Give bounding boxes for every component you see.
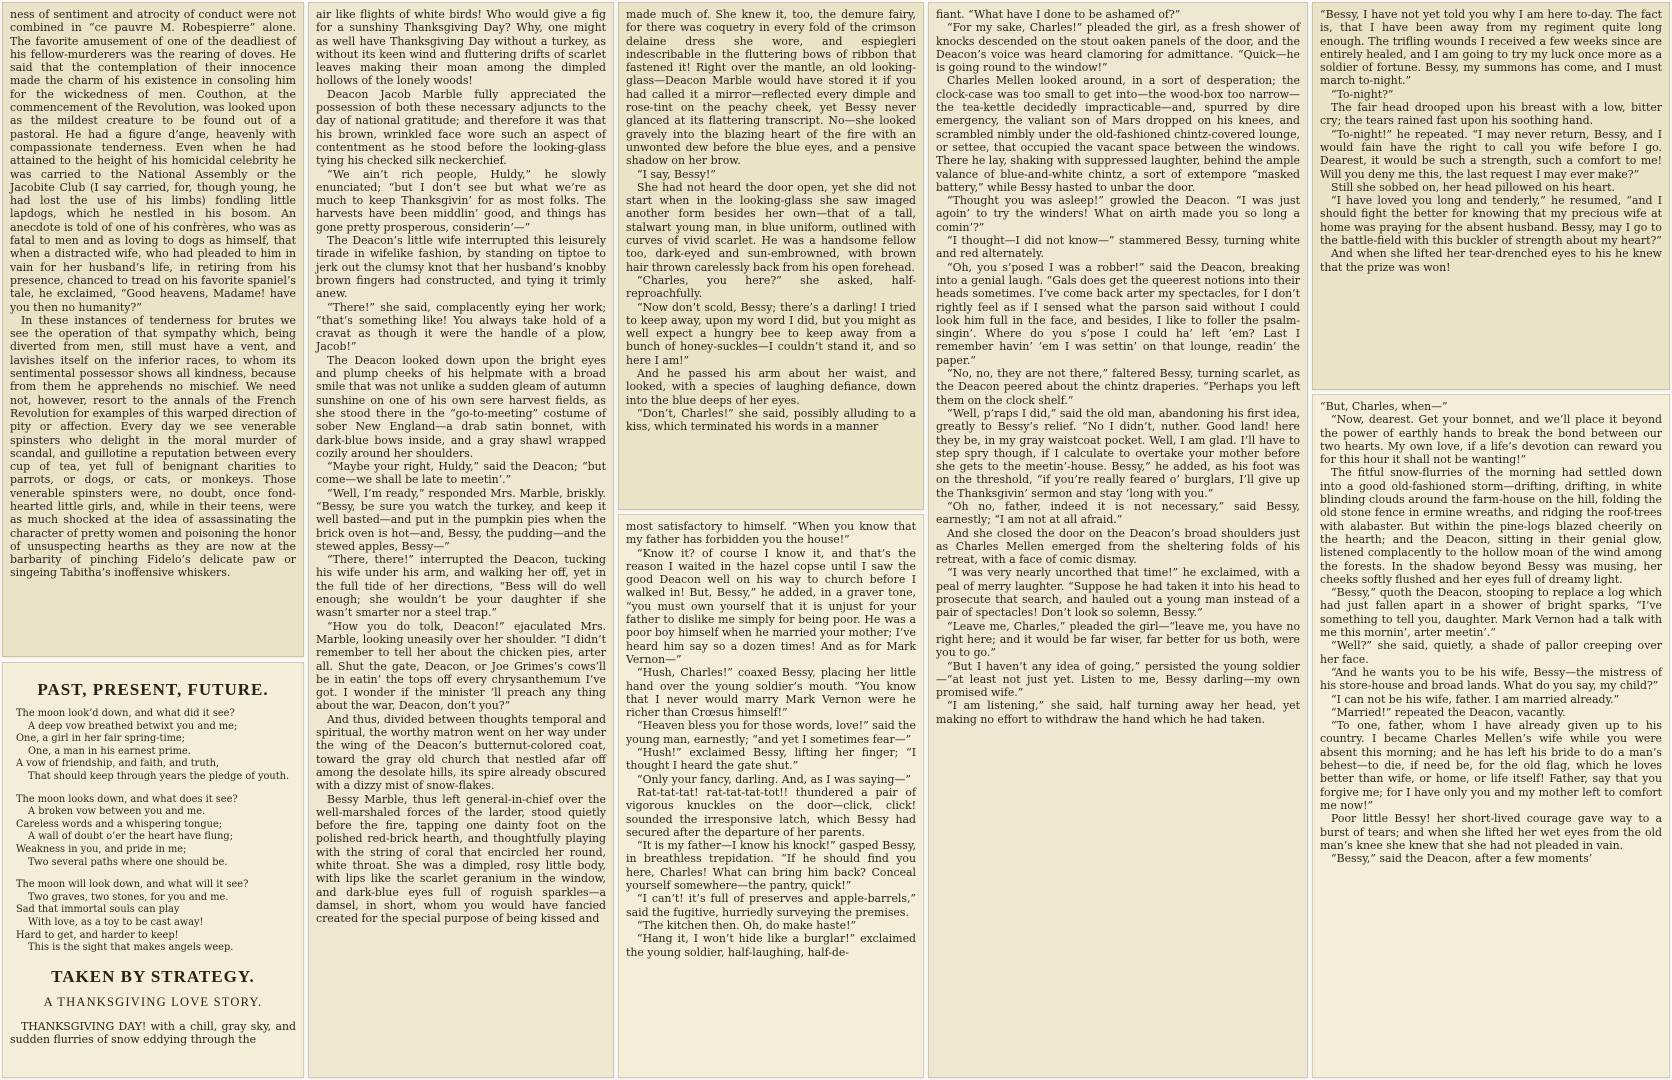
paragraph: “I say, Bessy!” <box>637 167 716 181</box>
clipping-essay-tenderness <box>2 2 304 657</box>
paragraph: “Now don’t scold, Bessy; there’s a darling! I tried to keep away, upon my word I did, but you might as well expect a hungry bee to keep away from a bunch of honey-suckles—I couldn’t stand it, and so here I am!” <box>626 300 916 367</box>
paragraph: Deacon Jacob Marble fully appreciated the possession of both these necessary adjuncts to the day of national gratitude; and therefore it was that his brown, wrinkled face wore such an aspect of contentment as he stood before the looking-glass tying his checked silk neckerchief. <box>316 87 606 168</box>
paragraph: “Maybe your right, Huldy,” said the Deacon; “but come—we shall be late to meetin’.” <box>316 460 606 487</box>
paragraph: “Charles, you here?” she asked, half-reproachfully. <box>626 273 916 301</box>
clipping-story-column-2 <box>308 2 614 1078</box>
poem-stanza-3 <box>16 879 296 955</box>
paragraph: Poor little Bessy! her short-lived courage gave way to a burst of tears; and when she lifted her wet eyes from the old man’s knee she knew that she had not pleaded in vain. <box>1320 812 1662 852</box>
paragraph: “Bessy, I have not yet told you why I am here to-day. The fact is, that I have been away from my regiment quite long enough. The trifling wounds I received a few weeks since are entirely healed, and I am going to try my luck once more as a soldier of fortune. Bessy, my summons has come, and I must march to-night.” <box>1320 8 1662 88</box>
paragraph: “I thought—I did not know—” stammered Bessy, turning white and red alternately. <box>936 234 1300 261</box>
paragraph: And she closed the door on the Deacon’s broad shoulders just as Charles Mellen emerged from the sheltering folds of his retreat, with a face of comic dismay. <box>936 526 1300 567</box>
poem-stanza-2 <box>16 794 296 870</box>
paragraph: made much of. She knew it, too, the demure fairy, for there was coquetry in every fold of the crimson delaine dress she wore, and espiegleri indescribable in the fluttering bows of ribbon that fastened it! Right over the mantle, an old looking-glass—Deacon Marble would have stored it if you had called it a mirror—reflected every dimple and rose-tint on the peachy cheek, yet Bessy never glanced at its flattering transcript. No—she looked gravely into the blazing heart of the fire with an unwonted dew before the blue eyes, and a pensive shadow on her brow. <box>626 8 916 168</box>
verse-line: Two several paths where one should be. <box>28 856 228 868</box>
paragraph: She had not heard the door open, yet she did not start when in the looking-glass she saw imaged another form besides her own—that of a tall, stalwart young man, in blue uniform, outlined with curves of vivid scarlet. He was a handsome fellow too, dark-eyed and sun-embrowned, with brown hair thrown carelessly back from his open forehead. <box>626 180 916 274</box>
paragraph: “Married!” repeated the Deacon, vacantly. <box>1331 705 1566 719</box>
paragraph: “I can not be his wife, father. I am married already.” <box>1331 692 1620 706</box>
paragraph: “Thought you was asleep!” growled the Deacon. “I was just agoin’ to try the winders! What on airth made you so long a comin’?” <box>936 194 1300 234</box>
verse-line: With love, as a toy to be cast away! <box>28 916 204 928</box>
verse-line: A deep vow breathed betwixt you and me; <box>28 720 238 732</box>
paragraph: “And he wants you to be his wife, Bessy—the mistress of his store-house and broad lands. What do you say, my child?” <box>1320 665 1662 693</box>
paragraph: “Well, p’raps I did,” said the old man, abandoning his first idea, greatly to Bessy’s relief. “No I didn’t, nuther. Good land! here they be, in my gray waistcoat pocket. Well, I am glad. I’ll have to step spry though, if I calculate to overtake your mother before she gets to the meetin’-house. Bessy,” he added, as his foot was on the threshold, “if you’re really feared o’ burglars, I’ll give up the Thanksgivin’ sermon and stay ’long with you.” <box>936 406 1300 500</box>
paragraph: Bessy Marble, thus left general-in-chief over the well-marshaled forces of the larder, stood quietly before the fire, tapping one dainty foot on the polished red-brick hearth, and thoughtfully playing with the string of coral that encircled her round, white throat. She was a dimpled, rosy little body, with lips like the scarlet geranium in the window, and dark-blue eyes full of roguish sparkles—a damsel, in short, whom you would have fancied created for the special purpose of being kissed and <box>316 792 606 926</box>
verse-line: Careless words and a whispering tongue; <box>16 818 223 830</box>
paragraph: “The kitchen then. Oh, do make haste!” <box>637 918 857 932</box>
paragraph: “It is my father—I know his knock!” gasped Bessy, in breathless trepidation. “If he should find you here, Charles! What can bring him back? Conceal yourself somewhere—the pantry, quick!” <box>626 839 916 893</box>
paragraph: “But, Charles, when—” <box>1320 400 1448 413</box>
paragraph: “To one, father, whom I have already given up to his country. I became Charles Mellen’s wife while you were absent this morning; and he has left his bride to do a man’s behest—to die, if need be, for the old flag, which he loves better than wife, or home, or life itself! Father, say that you forgive me; for I have only you and my mother left to comfort me now!” <box>1320 719 1662 812</box>
paragraph: Still she sobbed on, her head pillowed on his heart. <box>1331 180 1615 194</box>
paragraph: Rat-tat-tat! rat-tat-tat-tot!! thundered a pair of vigorous knuckles on the door—click, click! sounded the irresponsive latch, which Bessy had secured after the departure of her parents. <box>626 785 916 839</box>
paragraph: “But I haven’t any idea of going,” persisted the young soldier—“at least not just yet. Listen to me, Bessy darling—my own promised wife.” <box>936 659 1300 700</box>
story-title: TAKEN BY STRATEGY. <box>51 966 255 986</box>
clipping-story-column-5-bottom <box>1312 394 1670 1078</box>
paragraph: And thus, divided between thoughts temporal and spiritual, the worthy matron went on her way under the wing of the Deacon’s butternut-colored coat, toward the gray old church that nestled afar off among the desolate hills, its spire already obscured with a dizzy mist of snow-flakes. <box>316 712 606 793</box>
verse-line: That should keep through years the pledge of youth. <box>28 770 290 782</box>
verse-line: A broken vow between you and me. <box>28 806 206 818</box>
paragraph: “Now, dearest. Get your bonnet, and we’ll place it beyond the power of earthly hands to break the bond between our two hearts. My own love, if a life’s devotion can reward you for this hour it shall not be wanting!” <box>1320 413 1662 467</box>
paragraph: The Deacon looked down upon the bright eyes and plump cheeks of his helpmate with a broad smile that was not unlike a sudden gleam of autumn sunshine on one of his own sere harvest fields, as she stood there in the “go-to-meeting” costume of sober New England—a drab satin bonnet, with dark-blue bows inside, and a gray shawl wrapped cozily around her shoulders. <box>316 353 606 460</box>
paragraph: And when she lifted her tear-drenched eyes to his he knew that the prize was won! <box>1320 247 1662 274</box>
clipping-story-column-3-top <box>618 2 924 510</box>
paragraph: THANKSGIVING DAY! with a chill, gray sky, and sudden flurries of snow eddying through the <box>10 1019 296 1046</box>
paragraph: And he passed his arm about her waist, and looked, with a species of laughing defiance, down into the blue deeps of her eyes. <box>626 367 916 407</box>
paragraph: “I was very nearly uncorthed that time!” he exclaimed, with a peal of merry laughter. “Suppose he had taken it into his head to prosecute that search, and hauled out a young man instead of a pair of spectacles! Don’t look so solemn, Bessy.” <box>936 566 1300 620</box>
paragraph: “Bessy,” said the Deacon, after a few moments’ <box>1331 852 1593 866</box>
paragraph: The fitful snow-flurries of the morning had settled down into a good old-fashioned storm—drifting, drifting, in white blinding clouds around the farm-house on the hill, folding the old stone fence in ermine wreaths, and ridging the roof-trees with alabaster. But within the pine-logs blazed cheerily on the hearth; and the Deacon, sitting in their genial glow, listened complacently to the hollow moan of the wind among the forests. In the shadow beyond Bessy was musing, her cheeks softly flushed and her eyes full of dreamy light. <box>1320 466 1662 586</box>
clipping-poem-and-story-title <box>2 662 304 1078</box>
paragraph: “There!” she said, complacently eying her work; “that’s something like! You always take hold of a cravat as though it were the handle of a plow, Jacob!” <box>316 300 606 354</box>
paragraph: Charles Mellen looked around, in a sort of desperation; the clock-case was too small to get into—the wood-box too narrow—the tea-kettle decidedly impracticable—and, spurred by dire emergency, the valiant son of Mars dropped on his knees, and scrambled nimbly under the old-fashioned chintz-covered lounge, or settee, that occupied the vacant space between the windows. There he lay, shaking with suppressed laughter, behind the ample valance of blue-and-white chintz, a sort of extempore “masked battery,” while Bessy hasted to unbar the door. <box>936 74 1301 194</box>
paragraph: The fair head drooped upon his breast with a low, bitter cry; the tears rained fast upon his soothing hand. <box>1320 101 1662 128</box>
paragraph: most satisfactory to himself. “When you know that my father has forbidden you the house!” <box>626 520 916 547</box>
story-subtitle: A THANKSGIVING LOVE STORY. <box>43 994 263 1009</box>
verse-line: The moon look’d down, and what did it see? <box>16 708 235 719</box>
clipping-story-column-5-top <box>1312 2 1670 390</box>
paragraph: “No, no, they are not there,” faltered Bessy, turning scarlet, as the Deacon peered about the chintz draperies. “Perhaps you left them on the clock shelf.” <box>936 367 1300 407</box>
paragraph: “Well?” she said, quietly, a shade of pallor creeping over her face. <box>1320 639 1662 666</box>
paragraph: In these instances of tenderness for brutes we see the operation of that sympathy which, being diverted from men, still must have a vent, and lavishes itself on the inferior races, to whom its sentimental possessor shows all kindness, because from them he apprehends no mischief. We need not, however, resort to the annals of the French Revolution for examples of this warped direction of pity or affection. Every day we see venerable spinsters who delight in the moral murder of scandal, and guillotine a reputation between every cup of tea, yet full of benignant charities to parrots, or dogs, or cats, or monkeys. Those venerable spinsters were, no doubt, once fond-hearted little girls, and, while in their teens, were as much shocked at the idea of assassinating the character of pretty women and poisoning the honor of unsuspecting hearths as they are now at the barbarity of pinching Fidelo’s delicate paw or singeing Tabitha’s inoffensive whiskers. <box>10 313 296 580</box>
verse-line: A wall of doubt o’er the heart have flung; <box>28 831 234 843</box>
paragraph: “Only your fancy, darling. And, as I was saying—” <box>637 772 911 786</box>
paragraph: “Oh, you s’posed I was a robber!” said the Deacon, breaking into a genial laugh. “Gals does get the queerest notions into their heads sometimes. I’ve come back arter my spectacles, for I don’t rightly feel as if I sensed what the parson said without I could look him full in the face, and besides, I like to foller the psalm-singin’. Where do you s’pose I could ha’ left ’em? Last I remember havin’ ’em I was settin’ on that lounge, readin’ the paper.” <box>936 260 1300 367</box>
verse-line: Weakness in you, and pride in me; <box>16 843 187 855</box>
paragraph: “Hang it, I won’t hide like a burglar!” exclaimed the young soldier, half-laughing, half-de- <box>626 932 916 959</box>
verse-line: Hard to get, and harder to keep! <box>16 929 179 941</box>
paragraph: “Don’t, Charles!” she said, possibly alluding to a kiss, which terminated his words in a manner <box>626 406 916 434</box>
verse-line: This is the sight that makes angels weep. <box>28 942 234 954</box>
paragraph: ness of sentiment and atrocity of conduct were not combined in “ce pauvre M. Robespierre” alone. The favorite amusement of one of the deadliest of his fellow-murderers was the rearing of doves. He said that the contemplation of their innocence made the charm of his existence in consoling him for the wickedness of men. Couthon, at the commencement of the Revolution, was looked upon as the mildest creature to be found out of a pastoral. He had a figure d’ange, heavenly with compassionate tenderness. Even when he had attained to the height of his homicidal celebrity he was carried to the National Assembly or the Jacobite Club (I say carried, for, though young, he had lost the use of his limbs) fondling little lapdogs, which he nestled in his bosom. An anecdote is told of one of his confrères, who was as fatal to men and as loving to dogs as himself, that when a distracted wife, who had pleaded to him in vain for her husband’s life, in retiring from his presence, chanced to tread on his favorite spaniel’s tale, he exclaimed, “Good heavens, Madame! have you then no humanity?” <box>10 8 296 314</box>
paragraph: “Hush, Charles!” coaxed Bessy, placing her little hand over the young soldier’s mouth. “You know that I never would marry Mark Vernon were he richer than Crœsus himself!” <box>626 666 916 720</box>
verse-line: A vow of friendship, and faith, and truth, <box>16 758 219 770</box>
paragraph: “Heaven bless you for those words, love!” said the young man, earnestly; “and yet I sometimes fear—” <box>626 719 916 746</box>
paragraph: “Oh no, father, indeed it is not necessary,” said Bessy, earnestly; “I am not at all afraid.” <box>936 499 1300 527</box>
paragraph: “How you do tolk, Deacon!” ejaculated Mrs. Marble, looking uneasily over her shoulder. “I didn’t remember to tell her about the chicken pies, arter all. Shut the gate, Deacon, or Joe Grimes’s cows’ll be in eatin’ the tops off every chrysanthemum I’ve got. I wonder if the minister ’ll preach any thing about the war, Deacon, don’t you?” <box>316 619 606 713</box>
paragraph: “There, there!” interrupted the Deacon, tucking his wife under his arm, and walking her off, yet in the full tide of her directions, “Bess will do well enough; she wouldn’t be your daughter if she wasn’t smarter nor a steel trap.” <box>316 553 606 620</box>
paragraph: “We ain’t rich people, Huldy,” he slowly enunciated; “but I don’t see but what we’re as much to keep Thanksgivin’ for as most folks. The harvests have been middlin’ good, and things has gone pretty prosperous, considerin’—” <box>316 167 606 234</box>
paragraph: The Deacon’s little wife interrupted this leisurely tirade in wifelike fashion, by standing on tiptoe to jerk out the clumsy knot that her husband’s knobby brown fingers had constructed, and tying it trimly anew. <box>316 234 606 301</box>
paragraph: “I am listening,” she said, half turning away her head, yet making no effort to withdraw the hand which he had taken. <box>936 699 1300 726</box>
paragraph: “Well, I’m ready,” responded Mrs. Marble, briskly. “Bessy, be sure you watch the turkey, and keep it well basted—and put in the pumpkin pies when the brick oven is hot—and, Bessy, the pudding—and the stewed apples, Bessy—” <box>316 486 606 553</box>
poem-stanza-1 <box>16 708 296 784</box>
paragraph: fiant. “What have I done to be ashamed of?” <box>936 8 1181 21</box>
verse-line: The moon will look down, and what will it see? <box>16 879 249 891</box>
paragraph: “Know it? of course I know it, and that’s the reason I waited in the hazel copse until I saw the good Deacon well on his way to church before I walked in! But, Bessy,” he added, in a graver tone, “you must own yourself that it is unjust for your father to dislike me simply for being poor. He was a poor boy himself when he married your mother; I’ve heard him say so a dozen times! And as for Mark Vernon—” <box>626 546 916 666</box>
poem-title: PAST, PRESENT, FUTURE. <box>37 680 269 699</box>
verse-line: Two graves, two stones, for you and me. <box>28 891 229 903</box>
paragraph: “Leave me, Charles,” pleaded the girl—“leave me, you have no right here; and it would be far wiser, far better for us both, were you to go.” <box>936 619 1300 660</box>
paragraph: “Bessy,” quoth the Deacon, stooping to replace a log which had just fallen apart in a shower of bright sparks, “I’ve something to tell you, daughter. Mark Vernon had a talk with me this mornin’, arter meetin’.” <box>1320 586 1662 640</box>
paragraph: “To-night!” he repeated. “I may never return, Bessy, and I would fain have the right to call you wife before I go. Dearest, it would be such a strength, such a comfort to me! Will you deny me this, the last request I may ever make?” <box>1320 127 1662 181</box>
paragraph: “I have loved you long and tenderly,” he resumed, “and I should fight the better for knowing that my precious wife at home was praying for the absent husband. Bessy, may I go to the battle-field with this buckler of strength about my heart?” <box>1320 194 1662 248</box>
verse-line: One, a man in his earnest prime. <box>28 745 191 757</box>
paragraph: “Hush!” exclaimed Bessy, lifting her finger; “I thought I heard the gate shut.” <box>626 746 916 773</box>
clipping-story-column-3-bottom <box>618 514 924 1078</box>
verse-line: Sad that immortal souls can play <box>16 904 180 916</box>
verse-line: The moon looks down, and what does it see? <box>16 793 238 805</box>
verse-line: One, a girl in her fair spring-time; <box>16 733 185 745</box>
clipping-story-column-4 <box>928 2 1308 1078</box>
paragraph: “I can’t! it’s full of preserves and apple-barrels,” said the fugitive, hurriedly surveying the premises. <box>626 892 916 919</box>
paragraph: air like flights of white birds! Who would give a fig for a sunshiny Thanksgiving Day? Why, one might as well have Thanksgiving Day without a turkey, as without its keen wind and fluttering drifts of scarlet leaves making their moan among the dimpled hollows of the lonely woods! <box>316 8 606 88</box>
paragraph: “To-night?” <box>1331 87 1394 101</box>
paragraph: “For my sake, Charles!” pleaded the girl, as a fresh shower of knocks descended on the stout oaken panels of the door, and the Deacon’s voice was heard clamoring for admittance. “Quick—he is going round to the window!” <box>936 21 1300 75</box>
